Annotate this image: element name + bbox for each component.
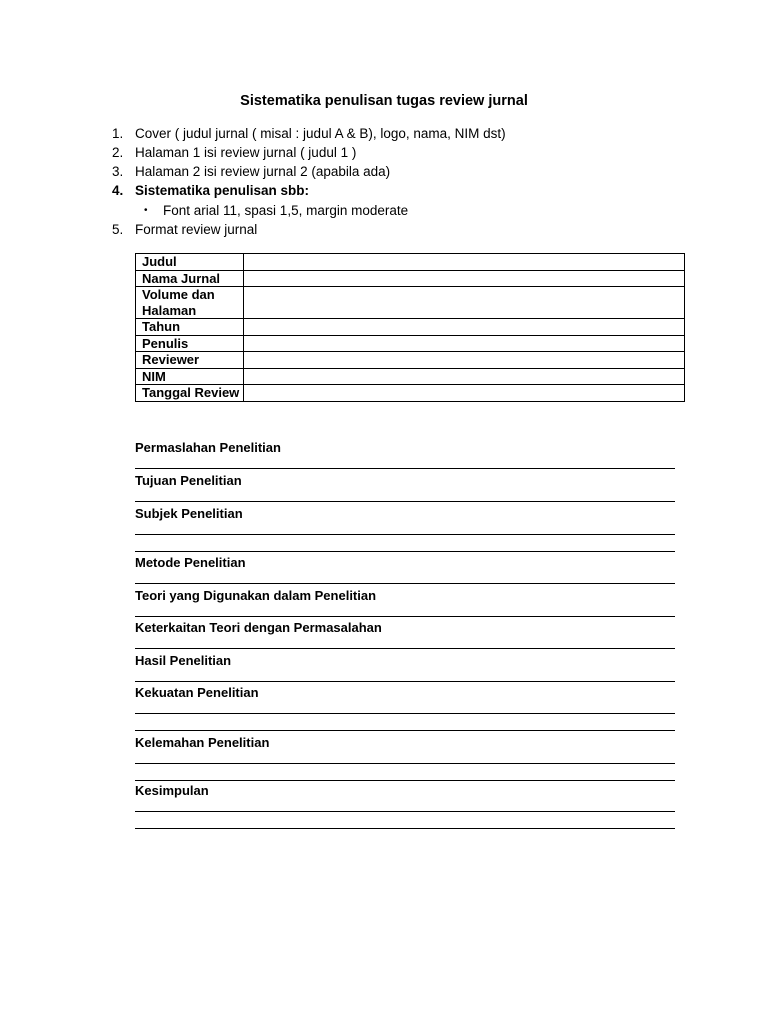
answer-line[interactable] [135, 489, 675, 502]
row-label: Nama Jurnal [136, 270, 244, 287]
answer-line[interactable] [135, 764, 675, 781]
row-label: Tanggal Review [136, 385, 244, 402]
answer-line[interactable] [135, 571, 675, 584]
table-row [136, 254, 685, 271]
section-kelemahan [135, 735, 675, 781]
row-label: Tahun [136, 319, 244, 336]
answer-line[interactable] [135, 636, 675, 649]
section-heading: Kesimpulan [135, 783, 209, 798]
section-hasil [135, 653, 675, 682]
section-heading: Metode Penelitian [135, 555, 246, 570]
section-kesimpulan [135, 783, 675, 829]
list-text: Halaman 2 isi review jurnal 2 (apabila ada) [135, 164, 391, 179]
row-label: Judul [136, 254, 244, 271]
answer-line[interactable] [135, 522, 675, 535]
section-heading: Teori yang Digunakan dalam Penelitian [135, 588, 377, 603]
table-row [136, 385, 685, 402]
row-value-cell [244, 270, 685, 287]
table-row [136, 287, 685, 319]
table-row [136, 335, 685, 352]
section-heading: Subjek Penelitian [135, 506, 243, 521]
list-text: Halaman 1 isi review jurnal ( judul 1 ) [135, 145, 357, 160]
answer-line[interactable] [135, 714, 675, 731]
section-teori [135, 588, 675, 617]
row-label: Reviewer [136, 352, 244, 369]
document-title: Sistematika penulisan tugas review jurnal [240, 93, 528, 109]
answer-line[interactable] [135, 669, 675, 682]
list-text: Sistematika penulisan sbb: [135, 183, 310, 198]
list-number: 4. [112, 183, 124, 198]
row-value-cell [244, 254, 685, 271]
answer-line[interactable] [135, 456, 675, 469]
row-value-cell [244, 368, 685, 385]
row-value-cell [244, 385, 685, 402]
section-heading: Permaslahan Penelitian [135, 440, 281, 455]
table-row [136, 319, 685, 336]
row-label: NIM [136, 368, 244, 385]
table-row [136, 352, 685, 369]
answer-line[interactable] [135, 604, 675, 617]
bullet-icon: • [144, 205, 148, 216]
section-heading: Tujuan Penelitian [135, 473, 242, 488]
section-metode [135, 555, 675, 584]
row-label: Penulis [136, 335, 244, 352]
list-text: Font arial 11, spasi 1,5, margin moderate [163, 203, 409, 218]
list-number: 2. [112, 145, 124, 160]
section-heading: Keterkaitan Teori dengan Permasalahan [135, 620, 382, 635]
row-label: Volume dan Halaman [136, 287, 244, 319]
section-heading: Kelemahan Penelitian [135, 735, 270, 750]
answer-line[interactable] [135, 535, 675, 552]
list-number: 5. [112, 222, 124, 237]
row-value-cell [244, 287, 685, 319]
list-number: 3. [112, 164, 124, 179]
answer-line[interactable] [135, 812, 675, 829]
row-value-cell [244, 352, 685, 369]
table-row [136, 270, 685, 287]
list-number: 1. [112, 126, 124, 141]
answer-line[interactable] [135, 799, 675, 812]
row-value-cell [244, 335, 685, 352]
section-keterkaitan [135, 620, 675, 649]
list-text: Format review jurnal [135, 222, 258, 237]
answer-line[interactable] [135, 701, 675, 714]
answer-line[interactable] [135, 751, 675, 764]
table-row [136, 368, 685, 385]
row-value-cell [244, 319, 685, 336]
section-kekuatan [135, 685, 675, 731]
section-heading: Hasil Penelitian [135, 653, 232, 668]
review-format-table [135, 253, 685, 402]
section-tujuan [135, 473, 675, 502]
section-heading: Kekuatan Penelitian [135, 685, 259, 700]
list-text: Cover ( judul jurnal ( misal : judul A & B), logo, nama, NIM dst) [135, 126, 506, 141]
section-permasalahan [135, 440, 675, 469]
section-subjek [135, 506, 675, 552]
